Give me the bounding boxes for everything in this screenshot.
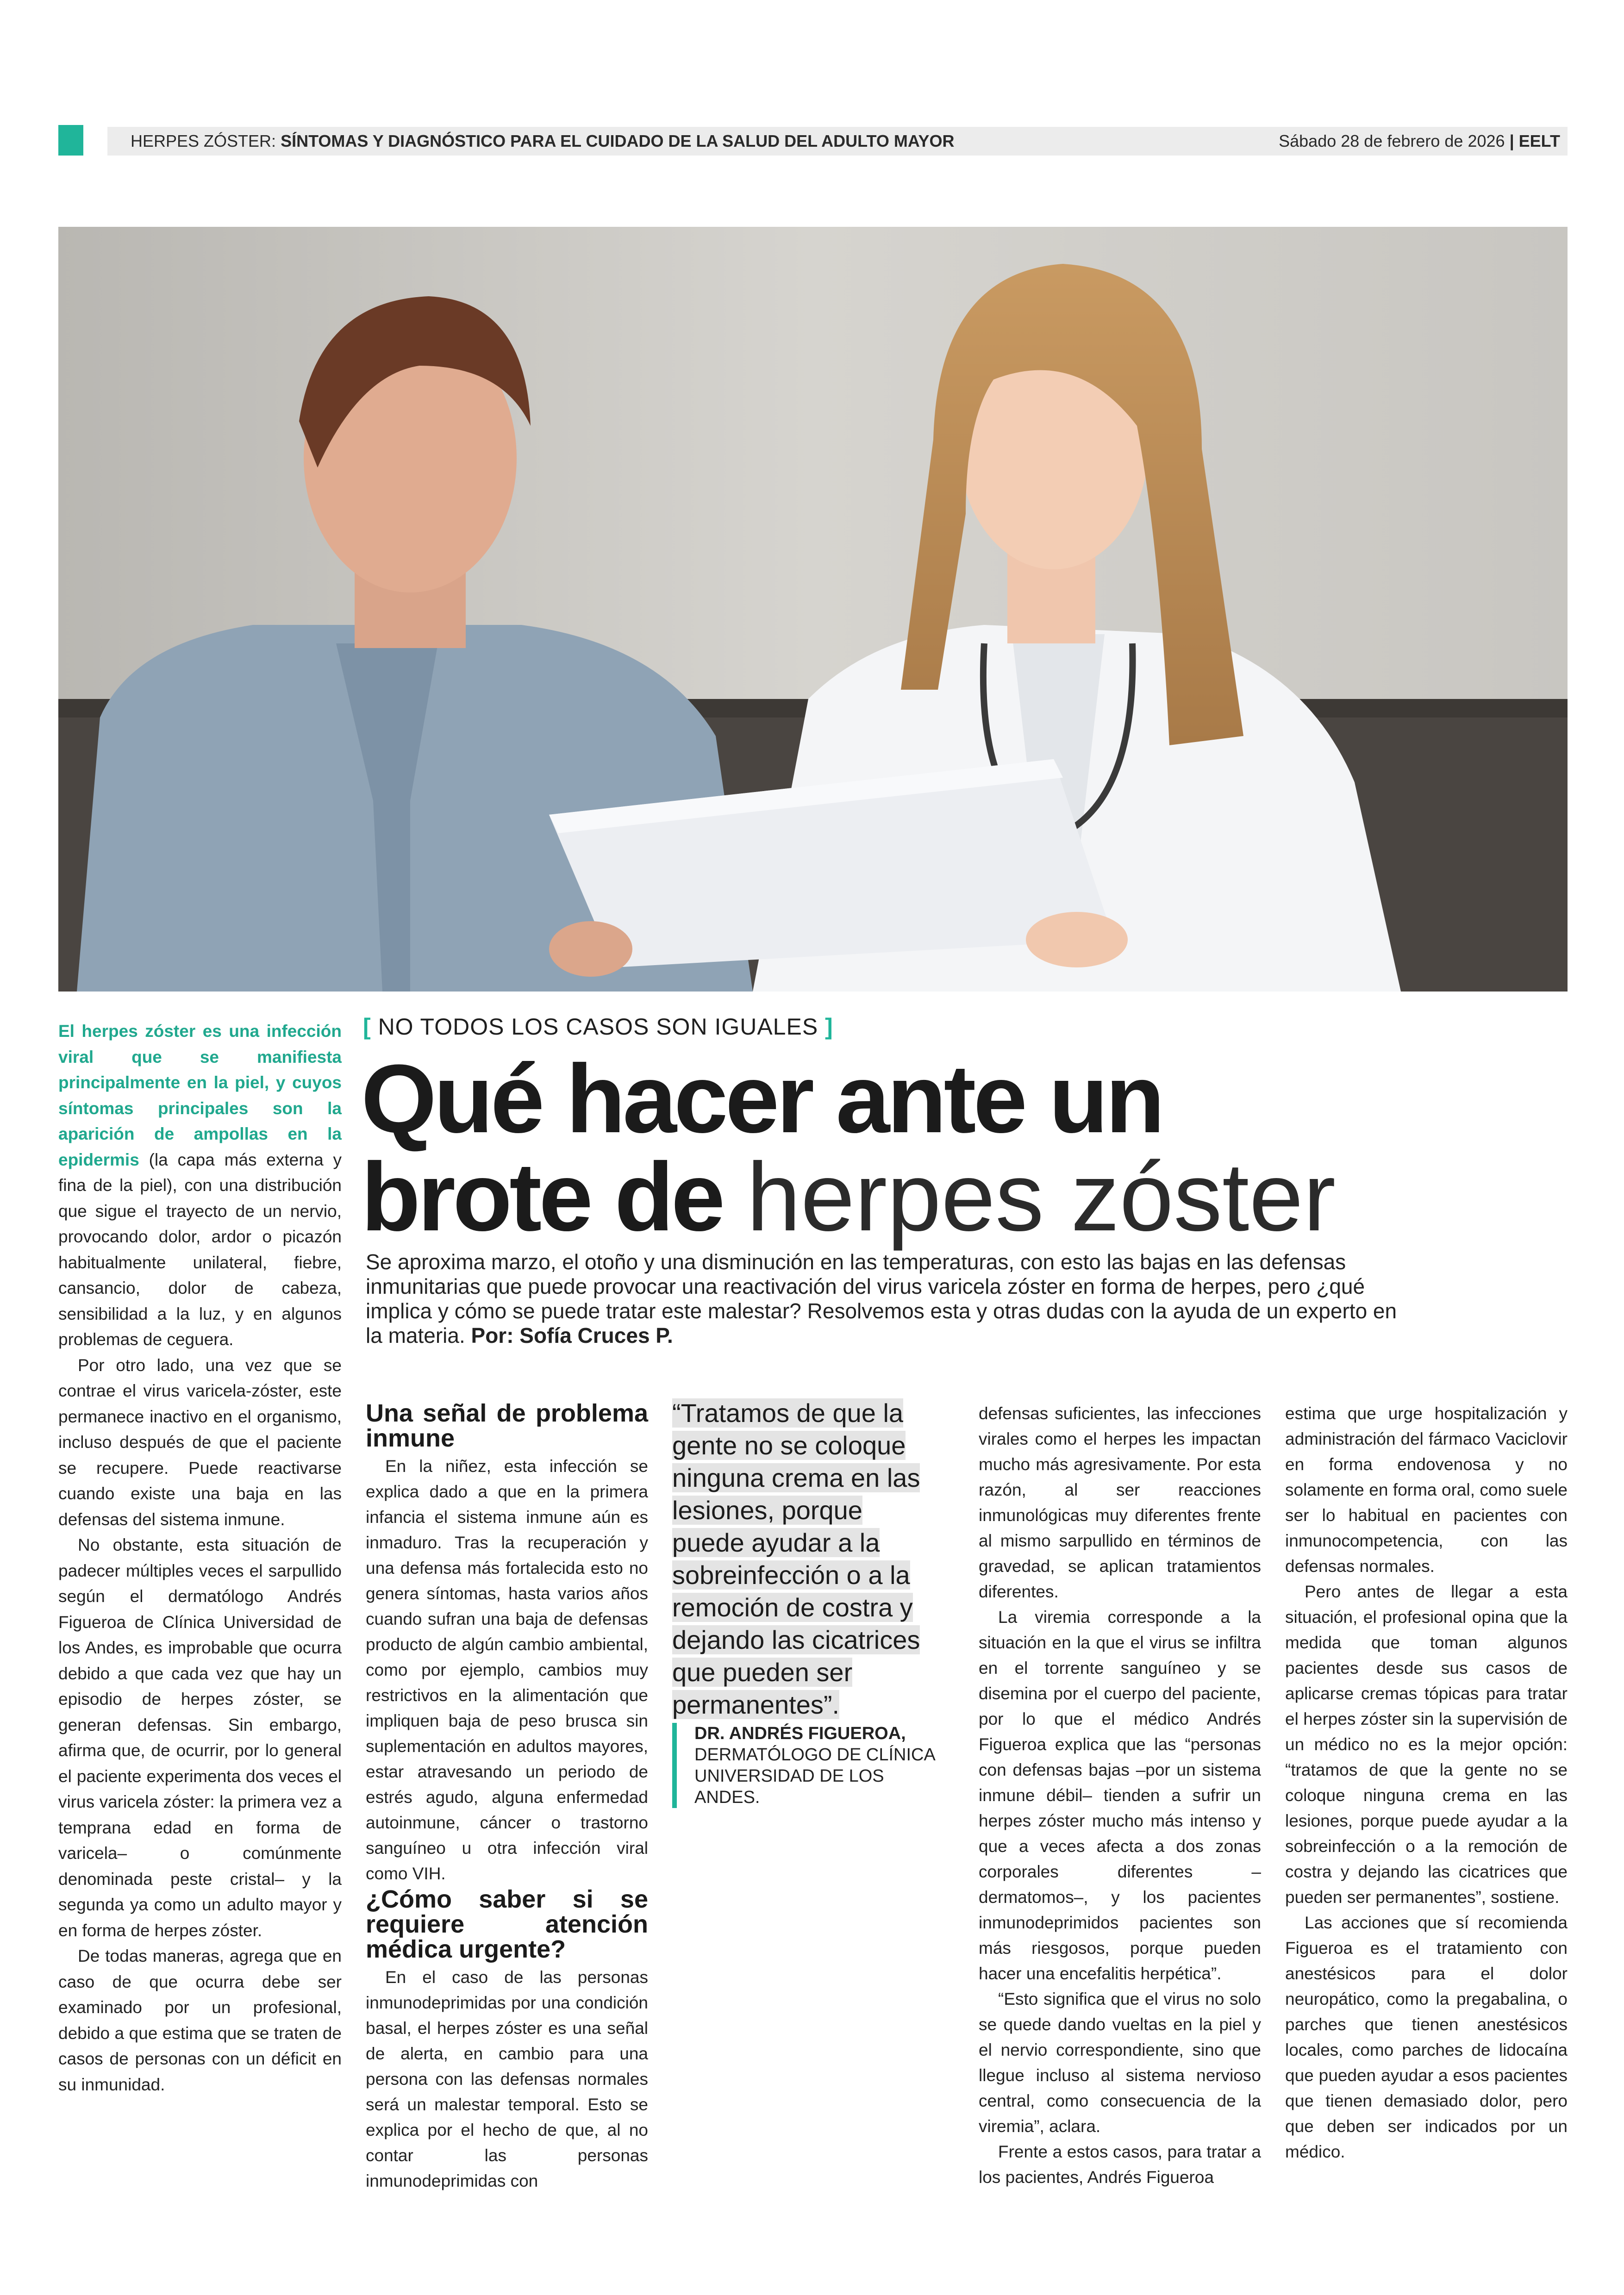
body-column-2 (366, 1401, 648, 1886)
lead-paragraph-4: De todas maneras, agrega que en caso de que ocurra debe ser examinado por un profesional, debido a que estima que se traten de casos de personas con un déficit en su inmunidad. (58, 1946, 342, 2094)
quote-author-name: DR. ANDRÉS FIGUEROA, (694, 1724, 906, 1743)
lead-column (58, 1018, 342, 2097)
body-paragraph: estima que urge hospitalización y administración del fármaco Vaciclovir en forma endovenosa y no solamente en forma oral, como suele ser lo habitual en pacientes con inmunocompetencia, con las defensas normales. (1285, 1404, 1568, 1576)
article-photo (58, 227, 1568, 992)
lead-paragraph (58, 1018, 342, 1353)
header-separator: | (1509, 131, 1514, 150)
pull-quote-text: “Tratamos de que la gente no se coloque ninguna crema en las lesiones, porque puede ayudar a la sobreinfección o a la remoción de costra y dejando las cicatrices que pueden ser permanentes”. (672, 1398, 920, 1719)
issue-date-line (1279, 131, 1560, 152)
quote-author-title: DERMATÓLOGO DE CLÍNICA UNIVERSIDAD DE LOS ANDES. (694, 1745, 935, 1807)
kicker-bracket-close: ] (825, 1014, 833, 1040)
article-deck (366, 1250, 1412, 1348)
issue-date: Sábado 28 de febrero de 2026 (1279, 131, 1505, 150)
photo-illustration (58, 227, 1568, 992)
headline-bold-part: brote de (361, 1142, 723, 1251)
lead-paragraph-3: No obstante, esta situación de padecer múltiples veces el sarpullido según el dermatólogo Andrés Figueroa de Clínica Universidad de los Andes, es improbable que ocurra debido a que cada vez que hay un episodio de herpes zóster, se generan defensas. Sin embargo, afirma que, de ocurrir, por lo general el paciente experimenta dos veces el virus varicela zóster: la primera vez a temprana edad en forma de varicela– o comúnmente denominada peste cristal– y la segunda ya como un adulto mayor y en forma de herpes zóster. (58, 1535, 342, 1940)
body-paragraph: Frente a estos casos, para tratar a los pacientes, Andrés Figueroa (979, 2142, 1261, 2187)
body-column-2-lower (366, 1887, 648, 2194)
body-paragraph: “Esto significa que el virus no solo se quede dando vueltas en la piel y el nervio correspondiente, sino que llegue incluso al sistema nervioso central, como consecuencia de la viremia”, aclara. (979, 1989, 1261, 2136)
headline-light-part: herpes zóster (746, 1142, 1336, 1251)
body-paragraph: En la niñez, esta infección se explica dado a que en la primera infancia el sistema inmune aún es inmaduro. Tras la recuperación y una defensa más fortalecida esto no genera síntomas, hasta varios años cuando sufran una baja de defensas producto de algún cambio ambiental, como por ejemplo, cambios muy restrictivos en la alimentación que impliquen baja de peso brusca sin suplementación en adultos mayores, estar atravesando un periodo de estrés agudo, alguna enfermedad autoinmune, cáncer o trastorno sanguíneo u otra infección viral como VIH. (366, 1457, 648, 1883)
lead-text: (la capa más externa y fina de la piel), con una distribución que sigue el trayecto de un nervio, provocando dolor, ardor o picazón habitualmente unilateral, fiebre, cansancio, dolor de cabeza, sensibilidad a la luz, y en algunos problemas de ceguera. (58, 1150, 342, 1349)
body-column-5 (1285, 1401, 1568, 2164)
section-color-marker (58, 125, 83, 156)
pull-quote (672, 1397, 922, 1721)
section-topic: SÍNTOMAS Y DIAGNÓSTICO PARA EL CUIDADO DE LA SALUD DEL ADULTO MAYOR (281, 131, 955, 150)
byline: Por: Sofía Cruces P. (471, 1323, 673, 1347)
headline-line-2 (361, 1142, 1380, 1251)
kicker (363, 1013, 833, 1041)
lead-paragraph-2: Por otro lado, una vez que se contrae el virus varicela-zóster, este permanece inactivo en el organismo, incluso después de que el paciente se recupere. Puede reactivarse cuando existe una baja en las defensas del sistema inmune. (58, 1355, 342, 1529)
deck-text: Se aproxima marzo, el otoño y una disminución en las temperaturas, con esto las bajas en las defensas inmunitarias que puede provocar una reactivación del virus varicela zóster en forma de herpes, pero ¿qué implica y cómo se puede tratar este malestar? Resolvemos esta y otras dudas con la ayuda de un experto en la materia. (366, 1250, 1397, 1347)
quote-attribution (672, 1723, 935, 1808)
body-paragraph: La viremia corresponde a la situación en la que el virus se infiltra en el torrente sanguíneo y se disemina por el cuerpo del paciente, por lo que el médico Andrés Figueroa explica que las “personas con defensas bajas –por un sistema inmune débil– tienden a sufrir un herpes zóster mucho más intenso y que a veces afecta a dos zonas corporales diferentes –dermatomos–, y los pacientes inmunodeprimidos pacientes son más riesgosos, porque pueden hacer una encefalitis herpética”. (979, 1608, 1261, 1983)
headline (361, 1044, 1380, 1251)
subhead-immune: Una señal de problema inmune (366, 1399, 648, 1452)
body-column-4 (979, 1401, 1261, 2190)
subhead-urgent-care: ¿Cómo saber si se requiere atención médica urgente? (366, 1885, 648, 1963)
body-paragraph: defensas suficientes, las infecciones virales como el herpes les impactan mucho más agresivamente. Por esta razón, al ser reacciones inmunológicas muy diferentes frente al mismo sarpullido en términos de gravedad, se aplican tratamientos diferentes. (979, 1404, 1261, 1601)
kicker-text: NO TODOS LOS CASOS SON IGUALES (378, 1014, 818, 1040)
lead-highlight: El herpes zóster es una infección viral que se manifiesta principalmente en la piel, y cuyos síntomas principales son la aparición de ampollas en la epidermis (58, 1022, 342, 1169)
headline-line-1: Qué hacer ante un (361, 1044, 1162, 1153)
body-paragraph: Las acciones que sí recomienda Figueroa es el tratamiento con anestésicos para el dolor neuropático, como la pregabalina, o parches que tienen anestésicos locales, como parches de lidocaína que pueden ayudar a esos pacientes que tienen demasiado dolor, pero que deben ser indicados por un médico. (1285, 1913, 1568, 2161)
newspaper-name: EELT (1518, 131, 1560, 150)
kicker-bracket-open: [ (363, 1014, 371, 1040)
section-label: HERPES ZÓSTER: (131, 131, 276, 150)
body-paragraph: Pero antes de llegar a esta situación, el profesional opina que la medida que toman algunos pacientes desde sus casos de aplicarse cremas tópicas para tratar el herpes zóster sin la supervisión de un médico no es la mejor opción: “tratamos de que la gente no se coloque ninguna crema en las lesiones, porque puede ayudar a la sobreinfección o a la remoción de costra y dejando las cicatrices que pueden ser permanentes”, sostiene. (1285, 1582, 1568, 1907)
body-paragraph: En el caso de las personas inmunodeprimidas por una condición basal, el herpes zóster es una señal de alerta, en cambio para una persona con las defensas normales será un malestar temporal. Esto se explica por el hecho de que, al no contar las personas inmunodeprimidas con (366, 1968, 648, 2190)
section-title (131, 131, 955, 152)
